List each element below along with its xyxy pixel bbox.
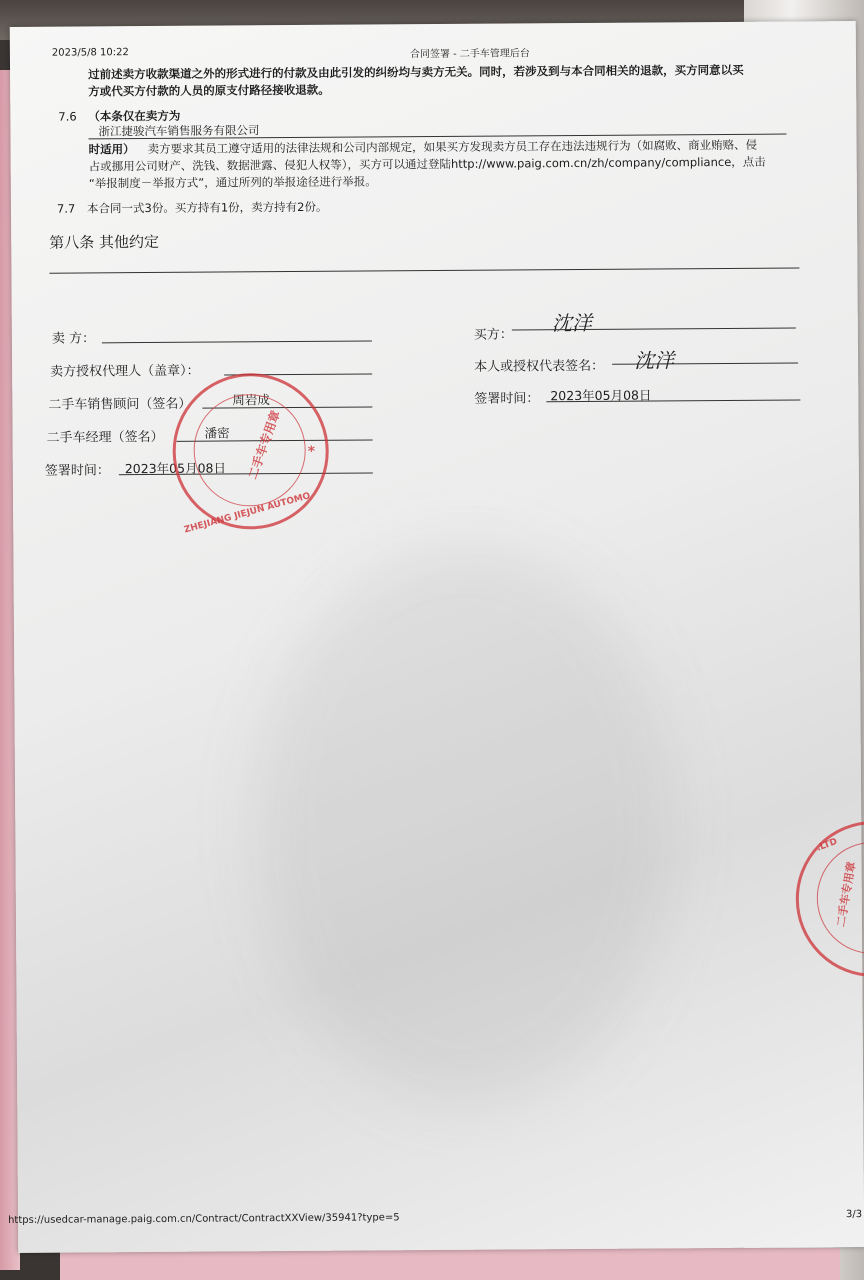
- seller-party-line: [102, 340, 372, 343]
- seller-agent-label: 卖方授权代理人（盖章）：: [50, 363, 200, 380]
- clause-7-6-text3: “举报制度－举报方式”，通过所列的举报途径进行举报。: [88, 174, 377, 191]
- buyer-rep-signature: 沈洋: [633, 348, 675, 373]
- buyer-date-value: 2023年05月08日: [550, 387, 652, 404]
- print-title: 合同签署 - 二手车管理后台: [409, 48, 530, 61]
- seller-manager-value: 潘密: [204, 425, 230, 441]
- clause-7-6-title: （本条仅在卖方为: [88, 108, 181, 124]
- partial-seal-en-text: .LTD: [815, 836, 839, 854]
- print-datetime: 2023/5/8 10:22: [51, 47, 129, 59]
- lighting-shadow: [253, 542, 677, 1105]
- company-seal-star: *: [307, 443, 316, 460]
- seller-party-label: 卖 方：: [51, 331, 96, 347]
- buyer-rep-line: [612, 362, 798, 364]
- clause-7-7-number: 7.7: [56, 201, 76, 216]
- seller-advisor-value: 周岩成: [232, 392, 270, 408]
- company-seal-inner-ring: [193, 394, 306, 507]
- partial-seal-right: [795, 820, 864, 977]
- clause-7-6-text1: 卖方要求其员工遵守适用的法律法规和公司内部规定，如果买方发现卖方员工存在违法违规行为（如腐败、商业贿赂、侵: [147, 137, 758, 157]
- buyer-rep-label: 本人或授权代表签名：: [474, 358, 605, 375]
- clause-7-6-number: 7.6: [58, 109, 77, 124]
- print-url: https://usedcar-manage.paig.com.cn/Contract/ContractXXView/35941?type=5: [8, 1212, 400, 1227]
- clause-7-6-tail: 时适用）: [88, 142, 135, 157]
- background-pink-folder-bottom: [60, 1248, 840, 1280]
- seller-date-value: 2023年05月08日: [124, 460, 226, 477]
- print-page-number: 3/3: [846, 1209, 863, 1221]
- clause-7-6-company: 浙江捷骏汽车销售服务有限公司: [98, 123, 260, 139]
- partial-seal-cn-text: 二手车专用章: [834, 860, 859, 928]
- clause-7-6-text2: 占或挪用公司财产、洗钱、数据泄露、侵犯人权等），买方可以通过登陆http://www.paig.com.cn/zh/company/compliance，点击: [88, 154, 766, 174]
- buyer-date-label: 签署时间：: [474, 391, 540, 407]
- buyer-party-label: 买方：: [473, 327, 513, 343]
- article-8-title: 第八条 其他约定: [49, 232, 160, 252]
- clause-7-7-text: 本合同一式3份。买方持有1份，卖方持有2份。: [86, 199, 328, 216]
- buyer-party-signature: 沈洋: [551, 310, 592, 336]
- seller-manager-label: 二手车经理（签名）: [46, 429, 164, 446]
- article-8-blank-line: [49, 267, 799, 273]
- company-seal-en-text: ZHEJIANG JIEJUN AUTOMO: [183, 491, 312, 536]
- seller-date-label: 签署时间：: [44, 463, 110, 479]
- clause-prev-line2: 方或代买方付款的人员的原支付路径接收退款。: [88, 82, 330, 99]
- seller-advisor-label: 二手车销售顾问（签名）: [48, 396, 192, 413]
- company-seal: [172, 373, 329, 536]
- clause-prev-line1: 过前述卖方收款渠道之外的形式进行的付款及由此引发的纠纷均与卖方无关。同时，若涉及到与本合同相关的退款，买方同意以买: [88, 62, 744, 82]
- contract-page: [10, 21, 864, 1253]
- company-seal-cn-text: 二手车专用章: [245, 408, 283, 482]
